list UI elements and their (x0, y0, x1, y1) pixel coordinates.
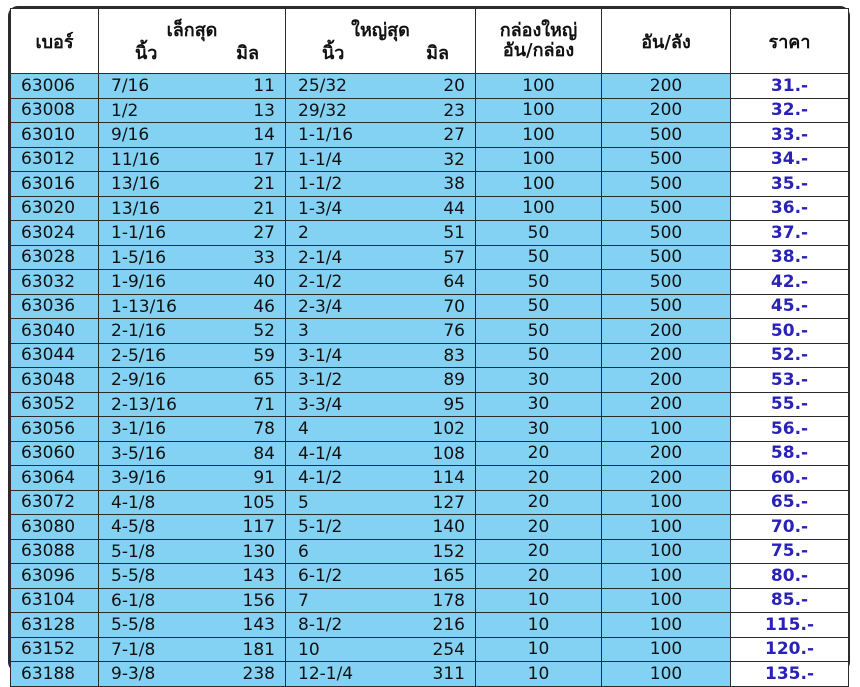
cell-max-mm: 102 (432, 419, 465, 440)
table-row (11, 74, 849, 99)
cell-min-size (99, 172, 286, 197)
table-row (11, 441, 849, 466)
cell-min-mm: 143 (242, 566, 275, 587)
cell-max-size (286, 539, 476, 564)
cell-carton-qty: 500 (602, 196, 731, 221)
table-row (11, 196, 849, 221)
cell-min-inch: 5-5/8 (111, 615, 156, 636)
cell-box-qty: 20 (476, 539, 602, 564)
cell-min-size (99, 147, 286, 172)
cell-box-qty: 20 (476, 564, 602, 589)
cell-max-size (286, 490, 476, 515)
cell-carton-qty: 100 (602, 490, 731, 515)
cell-max-inch: 3-1/2 (298, 370, 343, 391)
cell-max-inch: 3-1/4 (298, 345, 343, 366)
cell-min-mm: 78 (253, 419, 275, 440)
cell-min-inch: 7/16 (111, 76, 150, 97)
cell-price: 56.- (731, 417, 849, 442)
header-min-mm: มิล (236, 43, 259, 64)
cell-box-qty: 10 (476, 662, 602, 687)
cell-max-inch: 1-1/4 (298, 149, 343, 170)
cell-max-size (286, 294, 476, 319)
cell-box-qty: 100 (476, 74, 602, 99)
cell-max-mm: 27 (443, 125, 465, 146)
cell-box-qty: 10 (476, 637, 602, 662)
table-row (11, 319, 849, 344)
cell-max-size (286, 662, 476, 687)
cell-max-mm: 20 (443, 76, 465, 97)
table-row (11, 368, 849, 393)
cell-carton-qty: 500 (602, 123, 731, 148)
cell-carton-qty: 100 (602, 637, 731, 662)
cell-code: 63060 (11, 441, 99, 466)
cell-min-inch: 2-9/16 (111, 370, 167, 391)
cell-price: 42.- (731, 270, 849, 295)
cell-min-size (99, 539, 286, 564)
cell-max-size (286, 417, 476, 442)
cell-max-inch: 12-1/4 (298, 664, 354, 685)
cell-min-mm: 27 (253, 223, 275, 244)
table-row (11, 221, 849, 246)
header-carton-qty: อัน/ลัง (602, 9, 731, 74)
cell-min-size (99, 98, 286, 123)
cell-code: 63016 (11, 172, 99, 197)
cell-min-inch: 11/16 (111, 149, 160, 170)
cell-max-size (286, 637, 476, 662)
cell-max-inch: 5 (298, 492, 309, 513)
cell-price: 34.- (731, 147, 849, 172)
cell-min-size (99, 564, 286, 589)
cell-min-size (99, 74, 286, 99)
cell-code: 63032 (11, 270, 99, 295)
cell-code: 63080 (11, 515, 99, 540)
cell-min-size (99, 466, 286, 491)
table-row (11, 417, 849, 442)
cell-min-mm: 52 (253, 321, 275, 342)
header-max-size-label: ใหญ่สุด (351, 20, 410, 41)
hose-clamp-price-table (10, 8, 849, 687)
table-row (11, 147, 849, 172)
cell-min-size (99, 392, 286, 417)
cell-min-mm: 40 (253, 272, 275, 293)
cell-max-mm: 32 (443, 149, 465, 170)
cell-price: 52.- (731, 343, 849, 368)
table-row (11, 245, 849, 270)
header-max-size (286, 9, 476, 74)
cell-max-inch: 2 (298, 223, 309, 244)
cell-min-inch: 2-1/16 (111, 321, 167, 342)
table-row (11, 588, 849, 613)
cell-carton-qty: 500 (602, 270, 731, 295)
cell-code: 63152 (11, 637, 99, 662)
cell-max-inch: 8-1/2 (298, 615, 343, 636)
cell-max-inch: 6-1/2 (298, 566, 343, 587)
cell-box-qty: 30 (476, 417, 602, 442)
cell-max-mm: 178 (432, 590, 465, 611)
header-box-line2: อัน/กล่อง (502, 40, 575, 61)
cell-max-inch: 29/32 (298, 100, 347, 121)
cell-price: 50.- (731, 319, 849, 344)
cell-code: 63048 (11, 368, 99, 393)
cell-price: 120.- (731, 637, 849, 662)
cell-max-mm: 165 (432, 566, 465, 587)
cell-max-size (286, 441, 476, 466)
cell-carton-qty: 100 (602, 613, 731, 638)
cell-price: 37.- (731, 221, 849, 246)
cell-box-qty: 10 (476, 588, 602, 613)
cell-box-qty: 50 (476, 294, 602, 319)
cell-box-qty: 50 (476, 245, 602, 270)
price-table-frame (8, 6, 850, 685)
cell-price: 45.- (731, 294, 849, 319)
cell-min-size (99, 368, 286, 393)
cell-box-qty: 50 (476, 343, 602, 368)
cell-max-size (286, 123, 476, 148)
cell-min-mm: 33 (253, 247, 275, 268)
cell-max-mm: 70 (443, 296, 465, 317)
cell-min-mm: 71 (253, 394, 275, 415)
cell-min-inch: 13/16 (111, 174, 160, 195)
table-row (11, 539, 849, 564)
cell-max-inch: 25/32 (298, 76, 347, 97)
cell-min-size (99, 662, 286, 687)
cell-min-inch: 4-1/8 (111, 492, 156, 513)
header-min-size-label: เล็กสุด (166, 20, 218, 41)
cell-min-size (99, 417, 286, 442)
cell-min-inch: 13/16 (111, 198, 160, 219)
table-header-row (11, 9, 849, 74)
cell-max-size (286, 392, 476, 417)
cell-carton-qty: 200 (602, 441, 731, 466)
cell-max-mm: 38 (443, 174, 465, 195)
cell-max-size (286, 588, 476, 613)
cell-price: 31.- (731, 74, 849, 99)
cell-price: 58.- (731, 441, 849, 466)
table-row (11, 270, 849, 295)
header-min-size (99, 9, 286, 74)
cell-min-mm: 238 (242, 664, 275, 685)
cell-max-size (286, 245, 476, 270)
cell-price: 70.- (731, 515, 849, 540)
cell-min-size (99, 196, 286, 221)
table-row (11, 294, 849, 319)
cell-min-size (99, 245, 286, 270)
cell-max-inch: 4-1/2 (298, 468, 343, 489)
cell-box-qty: 100 (476, 196, 602, 221)
header-max-inch: นิ้ว (322, 43, 345, 64)
cell-max-mm: 83 (443, 345, 465, 366)
cell-min-inch: 9-3/8 (111, 664, 156, 685)
cell-carton-qty: 200 (602, 319, 731, 344)
cell-min-size (99, 637, 286, 662)
cell-min-mm: 181 (242, 639, 275, 660)
cell-max-size (286, 74, 476, 99)
cell-carton-qty: 200 (602, 392, 731, 417)
cell-min-inch: 2-5/16 (111, 345, 167, 366)
cell-code: 63064 (11, 466, 99, 491)
cell-min-inch: 4-5/8 (111, 517, 156, 538)
cell-max-mm: 76 (443, 321, 465, 342)
cell-max-inch: 2-3/4 (298, 296, 343, 317)
cell-box-qty: 100 (476, 123, 602, 148)
cell-max-mm: 127 (432, 492, 465, 513)
cell-max-inch: 1-1/16 (298, 125, 354, 146)
cell-max-inch: 2-1/2 (298, 272, 343, 293)
cell-max-size (286, 270, 476, 295)
cell-max-size (286, 368, 476, 393)
cell-carton-qty: 100 (602, 564, 731, 589)
cell-max-inch: 6 (298, 541, 309, 562)
cell-max-mm: 64 (443, 272, 465, 293)
cell-carton-qty: 100 (602, 539, 731, 564)
cell-price: 135.- (731, 662, 849, 687)
cell-min-inch: 7-1/8 (111, 639, 156, 660)
cell-min-inch: 3-9/16 (111, 468, 167, 489)
cell-min-inch: 3-5/16 (111, 443, 167, 464)
cell-min-size (99, 221, 286, 246)
cell-code: 63006 (11, 74, 99, 99)
cell-carton-qty: 500 (602, 221, 731, 246)
cell-max-size (286, 343, 476, 368)
table-row (11, 564, 849, 589)
cell-max-size (286, 564, 476, 589)
table-row (11, 123, 849, 148)
cell-price: 38.- (731, 245, 849, 270)
cell-max-size (286, 172, 476, 197)
table-row (11, 98, 849, 123)
cell-max-size (286, 98, 476, 123)
cell-code: 63028 (11, 245, 99, 270)
cell-max-inch: 3-3/4 (298, 394, 343, 415)
cell-price: 80.- (731, 564, 849, 589)
cell-min-mm: 105 (242, 492, 275, 513)
table-row (11, 466, 849, 491)
cell-max-inch: 10 (298, 639, 320, 660)
cell-min-inch: 1-1/16 (111, 223, 167, 244)
table-row (11, 662, 849, 687)
cell-max-inch: 2-1/4 (298, 247, 343, 268)
cell-price: 53.- (731, 368, 849, 393)
cell-code: 63040 (11, 319, 99, 344)
cell-code: 63020 (11, 196, 99, 221)
cell-carton-qty: 100 (602, 662, 731, 687)
cell-max-mm: 114 (432, 468, 465, 489)
cell-max-inch: 1-3/4 (298, 198, 343, 219)
cell-min-size (99, 343, 286, 368)
cell-box-qty: 50 (476, 319, 602, 344)
table-row (11, 172, 849, 197)
cell-max-size (286, 466, 476, 491)
cell-max-inch: 4-1/4 (298, 443, 343, 464)
cell-min-mm: 14 (253, 125, 275, 146)
cell-min-size (99, 515, 286, 540)
cell-code: 63188 (11, 662, 99, 687)
cell-code: 63036 (11, 294, 99, 319)
cell-min-mm: 65 (253, 370, 275, 391)
cell-code: 63056 (11, 417, 99, 442)
cell-max-inch: 5-1/2 (298, 517, 343, 538)
cell-box-qty: 100 (476, 147, 602, 172)
cell-box-qty: 20 (476, 515, 602, 540)
cell-min-mm: 46 (253, 296, 275, 317)
cell-max-size (286, 221, 476, 246)
cell-price: 32.- (731, 98, 849, 123)
cell-max-inch: 1-1/2 (298, 174, 343, 195)
cell-price: 33.- (731, 123, 849, 148)
cell-code: 63024 (11, 221, 99, 246)
cell-min-size (99, 123, 286, 148)
cell-carton-qty: 100 (602, 515, 731, 540)
cell-min-inch: 3-1/16 (111, 419, 167, 440)
cell-carton-qty: 100 (602, 588, 731, 613)
cell-carton-qty: 200 (602, 466, 731, 491)
cell-box-qty: 30 (476, 368, 602, 393)
table-row (11, 515, 849, 540)
cell-code: 63052 (11, 392, 99, 417)
cell-box-qty: 30 (476, 392, 602, 417)
cell-code: 63104 (11, 588, 99, 613)
cell-code: 63096 (11, 564, 99, 589)
table-body (11, 74, 849, 687)
cell-max-mm: 57 (443, 247, 465, 268)
cell-price: 60.- (731, 466, 849, 491)
cell-box-qty: 100 (476, 98, 602, 123)
cell-price: 115.- (731, 613, 849, 638)
cell-min-size (99, 441, 286, 466)
cell-box-qty: 100 (476, 172, 602, 197)
table-row (11, 490, 849, 515)
cell-carton-qty: 500 (602, 294, 731, 319)
cell-max-mm: 23 (443, 100, 465, 121)
cell-code: 63008 (11, 98, 99, 123)
cell-carton-qty: 500 (602, 245, 731, 270)
cell-min-mm: 13 (253, 100, 275, 121)
cell-max-inch: 4 (298, 419, 309, 440)
cell-carton-qty: 200 (602, 98, 731, 123)
cell-price: 85.- (731, 588, 849, 613)
header-min-inch: นิ้ว (135, 43, 158, 64)
cell-min-mm: 91 (253, 468, 275, 489)
cell-min-inch: 5-1/8 (111, 541, 156, 562)
cell-box-qty: 20 (476, 441, 602, 466)
header-max-mm: มิล (426, 43, 449, 64)
cell-carton-qty: 200 (602, 343, 731, 368)
header-box-qty (476, 9, 602, 74)
cell-min-mm: 84 (253, 443, 275, 464)
table-row (11, 392, 849, 417)
cell-price: 55.- (731, 392, 849, 417)
cell-min-mm: 156 (242, 590, 275, 611)
table-row (11, 637, 849, 662)
cell-carton-qty: 200 (602, 74, 731, 99)
cell-max-size (286, 147, 476, 172)
cell-code: 63044 (11, 343, 99, 368)
table-row (11, 343, 849, 368)
cell-max-mm: 95 (443, 394, 465, 415)
cell-price: 35.- (731, 172, 849, 197)
cell-price: 36.- (731, 196, 849, 221)
cell-max-size (286, 613, 476, 638)
cell-max-size (286, 196, 476, 221)
cell-carton-qty: 100 (602, 417, 731, 442)
cell-box-qty: 10 (476, 613, 602, 638)
cell-min-inch: 6-1/8 (111, 590, 156, 611)
cell-max-mm: 152 (432, 541, 465, 562)
cell-code: 63088 (11, 539, 99, 564)
cell-code: 63128 (11, 613, 99, 638)
cell-max-mm: 311 (432, 664, 465, 685)
cell-min-mm: 143 (242, 615, 275, 636)
cell-price: 75.- (731, 539, 849, 564)
header-code: เบอร์ (11, 9, 99, 74)
cell-min-mm: 117 (242, 517, 275, 538)
cell-max-size (286, 515, 476, 540)
header-price: ราคา (731, 9, 849, 74)
cell-min-mm: 17 (253, 149, 275, 170)
cell-min-inch: 1-5/16 (111, 247, 167, 268)
cell-min-inch: 5-5/8 (111, 566, 156, 587)
cell-box-qty: 50 (476, 221, 602, 246)
cell-carton-qty: 500 (602, 147, 731, 172)
cell-max-inch: 3 (298, 321, 309, 342)
cell-max-mm: 108 (432, 443, 465, 464)
cell-min-size (99, 270, 286, 295)
cell-min-size (99, 490, 286, 515)
cell-max-inch: 7 (298, 590, 309, 611)
cell-min-mm: 21 (253, 198, 275, 219)
cell-max-mm: 140 (432, 517, 465, 538)
cell-min-inch: 2-13/16 (111, 394, 177, 415)
header-box-line1: กล่องใหญ่ (499, 20, 578, 41)
cell-min-size (99, 294, 286, 319)
cell-max-mm: 254 (432, 639, 465, 660)
cell-max-mm: 216 (432, 615, 465, 636)
cell-box-qty: 50 (476, 270, 602, 295)
cell-price: 65.- (731, 490, 849, 515)
cell-min-inch: 1-13/16 (111, 296, 177, 317)
cell-min-inch: 9/16 (111, 125, 150, 146)
cell-min-mm: 59 (253, 345, 275, 366)
cell-max-mm: 44 (443, 198, 465, 219)
cell-box-qty: 20 (476, 466, 602, 491)
cell-min-inch: 1-9/16 (111, 272, 167, 293)
cell-code: 63072 (11, 490, 99, 515)
cell-min-mm: 21 (253, 174, 275, 195)
cell-max-mm: 89 (443, 370, 465, 391)
cell-code: 63010 (11, 123, 99, 148)
cell-carton-qty: 500 (602, 172, 731, 197)
cell-min-size (99, 588, 286, 613)
cell-max-size (286, 319, 476, 344)
cell-box-qty: 20 (476, 490, 602, 515)
cell-min-mm: 130 (242, 541, 275, 562)
cell-min-size (99, 613, 286, 638)
cell-min-size (99, 319, 286, 344)
cell-max-mm: 51 (443, 223, 465, 244)
cell-carton-qty: 200 (602, 368, 731, 393)
cell-min-mm: 11 (253, 76, 275, 97)
cell-code: 63012 (11, 147, 99, 172)
table-row (11, 613, 849, 638)
cell-min-inch: 1/2 (111, 100, 139, 121)
